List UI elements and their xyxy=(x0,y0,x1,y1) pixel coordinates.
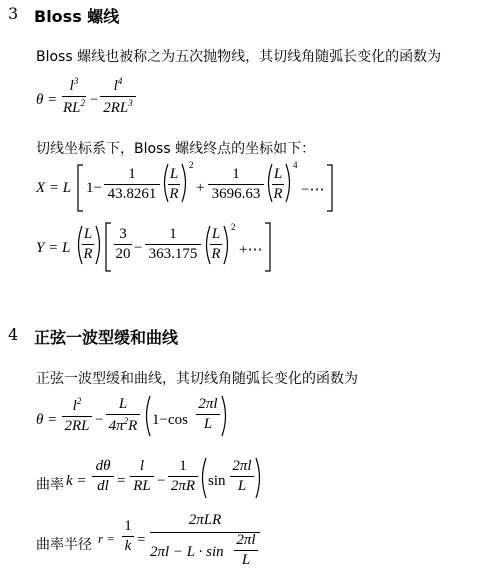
left-bracket-X xyxy=(76,164,84,212)
left-bracket-Y xyxy=(104,222,112,272)
theta-lhs: θ = xyxy=(36,92,58,108)
fraction-l3-RL2: $l^3$ $RL^2$ xyxy=(62,76,85,116)
sin-word: sin xyxy=(208,473,226,489)
ellipsis-minus: −⋯ xyxy=(301,182,325,198)
fraction-1-over-43: 1 43.8261 xyxy=(104,166,160,203)
fraction-L-over-R-X1: L R xyxy=(169,166,179,202)
fraction-1-over-363: 1 363.175 xyxy=(145,226,201,263)
one-minus-cos: 1−cos xyxy=(152,412,188,428)
exponent-2-Y: 2 xyxy=(231,222,236,232)
plus-sign: + xyxy=(196,180,205,196)
section-3-number: 3 xyxy=(8,4,19,23)
fraction-radius: 2πLR 2πl − L · sin 2πl L xyxy=(150,512,260,574)
fraction-L-over-R-Y0: L R xyxy=(83,226,93,262)
theta-lhs-2: θ = xyxy=(36,412,58,428)
exponent-2: 2 xyxy=(189,160,194,170)
fraction-2pil-L-sin: 2πl L xyxy=(230,458,254,495)
exponent-4: 4 xyxy=(293,160,298,170)
r-lhs: r = xyxy=(98,531,116,546)
fraction-L-4pi2R: L $4\pi^2R$ xyxy=(106,396,140,435)
X-lhs: X = L xyxy=(36,180,72,196)
section-4-title: 正弦一波型缓和曲线 xyxy=(34,328,179,347)
fraction-L-over-R-Y1: L R xyxy=(211,226,221,262)
fraction-dtheta-dl: dθ dl xyxy=(92,458,114,495)
fraction-l2-2RL: $l^2$ 2RL xyxy=(62,396,92,435)
fraction-l4-2RL3: $l^4$ $2RL^3$ xyxy=(100,76,136,117)
radius-label: 曲率半径 xyxy=(36,537,92,553)
ellipsis-plus: +⋯ xyxy=(239,242,263,258)
section-4-intro: 正弦一波型缓和曲线，其切线角随弧长变化的函数为 xyxy=(36,371,358,387)
one-minus: 1− xyxy=(86,180,102,196)
k-lhs: k = xyxy=(66,473,87,489)
right-paren-Y0 xyxy=(94,224,104,266)
right-paren-cos xyxy=(220,394,230,438)
Y-lhs: Y = L xyxy=(36,240,71,256)
minus-sign-k: − xyxy=(157,473,166,489)
section-3-title: Bloss 螺线 xyxy=(34,7,120,26)
fraction-L-over-R-X2: L R xyxy=(273,166,283,202)
section-3-intro: Bloss 螺线也被称之为五次抛物线，其切线角随弧长变化的函数为 xyxy=(36,49,442,65)
fraction-1-over-3696: 1 3696.63 xyxy=(208,166,264,203)
fraction-l-RL: l RL xyxy=(130,458,154,495)
fraction-3-over-20: 3 20 xyxy=(115,226,131,262)
minus-sign-2: − xyxy=(95,412,104,428)
left-paren-cos xyxy=(142,394,152,438)
right-bracket-Y xyxy=(264,222,272,272)
right-bracket-X xyxy=(326,164,334,212)
right-paren-sin xyxy=(254,456,264,500)
coordinates-intro: 切线坐标系下，Bloss 螺线终点的坐标如下： xyxy=(36,141,316,157)
left-paren-sin xyxy=(198,456,208,500)
fraction-1-2piR: 1 2πR xyxy=(168,458,198,495)
equals-sign: = xyxy=(117,473,126,489)
fraction-1-over-k: 1 k xyxy=(122,518,134,555)
minus-sign-Y: − xyxy=(134,240,143,256)
fraction-2pil-L-cos: 2πl L xyxy=(196,396,220,433)
equals-sign-r: = xyxy=(137,532,146,548)
section-4-number: 4 xyxy=(8,325,19,344)
minus-sign: − xyxy=(90,92,99,108)
curvature-label: 曲率 xyxy=(36,477,64,493)
